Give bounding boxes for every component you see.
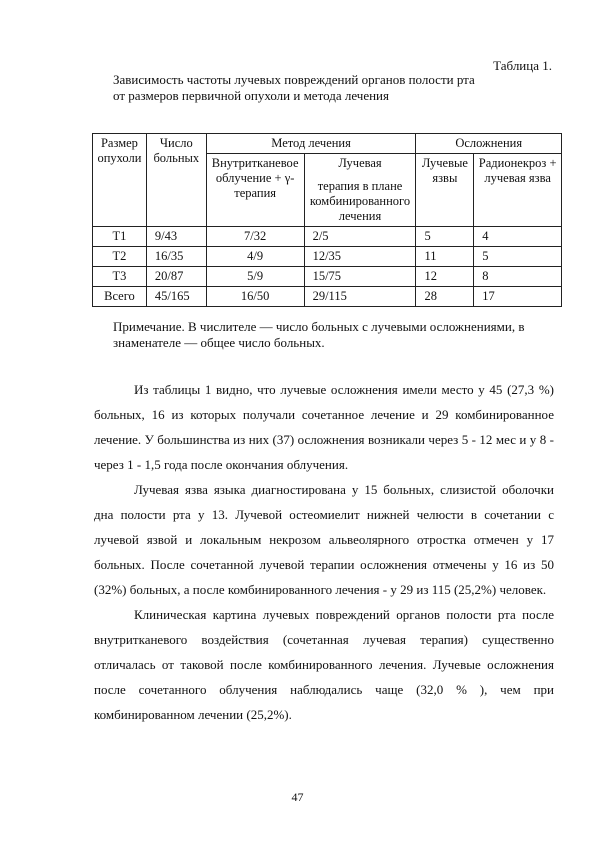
cell-interstitial: 4/9 bbox=[206, 247, 304, 267]
cell-count: 16/35 bbox=[146, 247, 206, 267]
header-interstitial: Внутритканевое облучение + γ-терапия bbox=[206, 154, 304, 227]
header-radiation-line-2: терапия в плане комбинированного лечения bbox=[309, 179, 411, 223]
cell-size: T2 bbox=[93, 247, 147, 267]
header-patient-count: Число больных bbox=[146, 134, 206, 227]
cell-interstitial: 16/50 bbox=[206, 287, 304, 307]
table-title-line-1: Зависимость частоты лучевых повреждений органов полости рта bbox=[113, 72, 475, 87]
cell-ulcers: 11 bbox=[416, 247, 474, 267]
cell-size: T3 bbox=[93, 267, 147, 287]
table-row bbox=[93, 247, 562, 267]
table-row bbox=[93, 227, 562, 247]
cell-radiation: 15/75 bbox=[304, 267, 416, 287]
table-caption-label: Таблица 1. bbox=[493, 58, 552, 73]
cell-necrosis: 4 bbox=[474, 227, 562, 247]
cell-radiation: 12/35 bbox=[304, 247, 416, 267]
cell-count: 20/87 bbox=[146, 267, 206, 287]
cell-radiation: 2/5 bbox=[304, 227, 416, 247]
cell-size: T1 bbox=[93, 227, 147, 247]
cell-count: 9/43 bbox=[146, 227, 206, 247]
table-title bbox=[113, 72, 513, 104]
table-title-line-2: от размеров первичной опухоли и метода лечения bbox=[113, 88, 389, 103]
cell-ulcers: 28 bbox=[416, 287, 474, 307]
header-radiation-therapy bbox=[304, 154, 416, 227]
header-treatment-method: Метод лечения bbox=[206, 134, 416, 154]
cell-size: Всего bbox=[93, 287, 147, 307]
paragraph: Клиническая картина лучевых повреждений органов полости рта после внутритканевого воздействия (сочетанная лучевая терапия) существенно отличалась от таковой после комбинированного лечения. Лучевые осложнения после сочетанного облучения наблюдались чаще (32,0 % ), чем при комбинированном лечении (25,2%). bbox=[94, 607, 554, 722]
paragraph: Лучевая язва языка диагностирована у 15 больных, слизистой оболочки дна полости рта у 13. Лучевой остеомиелит нижней челюсти в сочетании с лучевой язвой и локальным некрозом альвеолярного отростка отмечен у 17 больных. После сочетанной лучевой терапии осложнения отмечены у 16 из 50 (32%) больных, а после комбинированного лечения - у 29 из 115 (25,2%) человек. bbox=[94, 482, 554, 597]
cell-necrosis: 5 bbox=[474, 247, 562, 267]
header-radiation-ulcers: Лучевые язвы bbox=[416, 154, 474, 227]
cell-ulcers: 5 bbox=[416, 227, 474, 247]
table-note: Примечание. В числителе — число больных с лучевыми осложнениями, в знаменателе — общее число больных. bbox=[113, 319, 525, 350]
cell-interstitial: 5/9 bbox=[206, 267, 304, 287]
header-radionecrosis: Радионекроз + лучевая язва bbox=[474, 154, 562, 227]
page-number: 47 bbox=[291, 790, 304, 804]
header-complications: Осложнения bbox=[416, 134, 562, 154]
cell-interstitial: 7/32 bbox=[206, 227, 304, 247]
header-radiation-line-1: Лучевая bbox=[338, 156, 382, 170]
cell-ulcers: 12 bbox=[416, 267, 474, 287]
body-text bbox=[94, 377, 554, 727]
frequency-table bbox=[92, 133, 562, 307]
table-row bbox=[93, 267, 562, 287]
paragraph: Из таблицы 1 видно, что лучевые осложнения имели место у 45 (27,3 %) больных, 16 из которых получали сочетанное лечение и 29 комбинированное лечение. У большинства из них (37) осложнения возникали через 5 - 12 мес и у 8 - через 1 - 1,5 года после окончания облучения. bbox=[94, 382, 554, 472]
table-header-row bbox=[93, 134, 562, 154]
cell-count: 45/165 bbox=[146, 287, 206, 307]
header-tumor-size: Размер опухоли bbox=[93, 134, 147, 227]
cell-radiation: 29/115 bbox=[304, 287, 416, 307]
cell-necrosis: 17 bbox=[474, 287, 562, 307]
cell-necrosis: 8 bbox=[474, 267, 562, 287]
table-row-total bbox=[93, 287, 562, 307]
